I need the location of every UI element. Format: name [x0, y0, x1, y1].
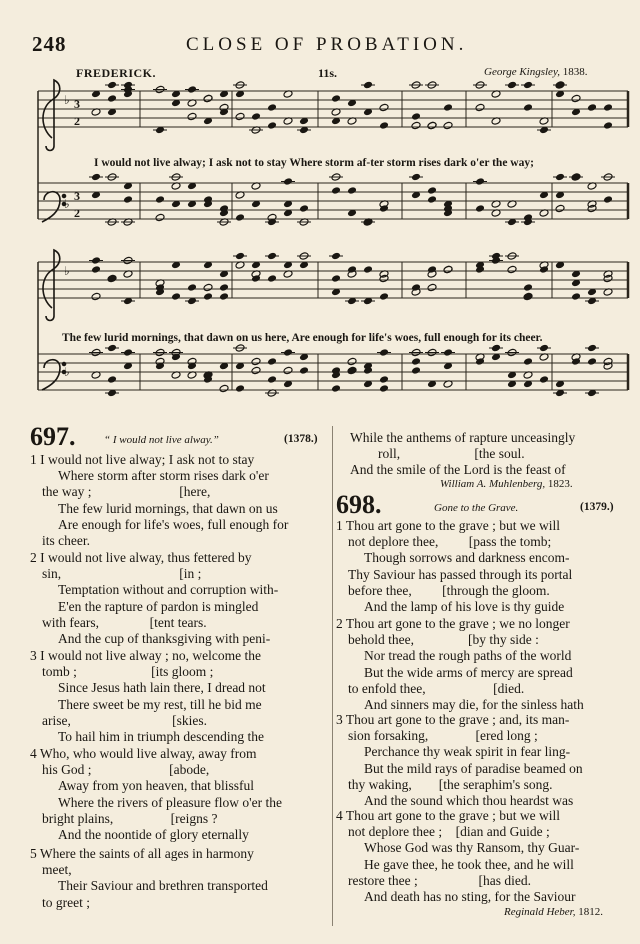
- page-number: 248: [32, 32, 67, 56]
- verse-line: There sweet be my rest, till he bid me: [58, 696, 262, 712]
- note-head: [379, 292, 389, 300]
- verse-line: bright plains, [reigns ?: [42, 810, 218, 826]
- hymn-698-reference: (1379.): [580, 501, 614, 513]
- verse-line: To hail him in triumph descending the: [58, 729, 265, 745]
- hymn-698-verse-4: [336, 808, 632, 905]
- note-head: [91, 265, 101, 273]
- note-head: [203, 292, 213, 300]
- note-head: [443, 121, 453, 129]
- note-head: [427, 186, 437, 194]
- verse-line: Nor tread the rough paths of the world: [364, 648, 572, 664]
- note-head: [443, 103, 453, 111]
- verse-line: not deplore thee, [pass the tomb;: [348, 534, 552, 550]
- verse-line: with fears, [tent tears.: [42, 614, 207, 630]
- staff-lines: [38, 91, 628, 390]
- note-head: [299, 204, 309, 212]
- verse-line: 4 Thou art gone to the grave ; but we will: [336, 808, 560, 823]
- note-heads: [89, 81, 615, 397]
- note-head: [235, 112, 245, 120]
- note-head: [587, 357, 597, 365]
- verse-line: restore thee ; [has died.: [348, 872, 531, 888]
- svg-text:3: 3: [74, 97, 80, 111]
- svg-text:3: 3: [74, 189, 80, 203]
- note-head: [427, 121, 437, 129]
- verse-line: And the noontide of glory eternally: [58, 827, 249, 843]
- note-head: [347, 357, 357, 365]
- verse-line: Where the rivers of pleasure flow o'er the: [58, 794, 282, 810]
- note-head: [203, 94, 213, 102]
- note-head: [267, 274, 277, 282]
- verse-line: And death has no sting, for the Saviour: [364, 889, 576, 905]
- note-head: [107, 94, 117, 102]
- note-head: [571, 94, 581, 102]
- note-head: [475, 204, 485, 212]
- verse-line: And the sound which thou heardst was: [364, 793, 574, 809]
- note-head: [507, 265, 517, 273]
- hymn-697-author: [440, 478, 573, 490]
- hymn-697-verse-5: [30, 846, 326, 911]
- note-head: [523, 103, 533, 111]
- note-head: [155, 213, 165, 221]
- note-head: [411, 366, 421, 374]
- hymn-698-verse-1: [336, 518, 632, 615]
- underlay-line-1: I would not live alway; I ask not to stay Where storm af-ter storm rises dark o'er the way;: [94, 157, 534, 169]
- note-head: [363, 265, 373, 273]
- verse-line: 2 I would not live alway, thus fettered by: [30, 550, 252, 565]
- note-head: [267, 375, 277, 383]
- verse-line: Though sorrows and darkness encom-: [364, 550, 570, 566]
- verse-line: thy waking, [the seraphim's song.: [348, 776, 553, 792]
- verse-line: behold thee, [by thy side :: [348, 632, 539, 648]
- note-head: [555, 204, 565, 212]
- note-head: [475, 103, 485, 111]
- note-head: [379, 384, 389, 392]
- note-head: [427, 283, 437, 291]
- verse-line: While the anthems of rapture unceasingly: [350, 430, 576, 445]
- verse-line: its cheer.: [42, 533, 90, 549]
- verse-line: Are enough for life's woes, full enough for: [58, 516, 289, 532]
- note-head: [155, 195, 165, 203]
- composer-name: George Kingsley,: [484, 66, 560, 78]
- verse-line: Away from yon heaven, that blissful: [58, 778, 254, 794]
- note-head: [203, 283, 213, 291]
- verse-line: 5 Where the saints of all ages in harmony: [30, 846, 254, 861]
- verse-line: Their Saviour and brethren transported: [58, 878, 268, 894]
- svg-text:♭: ♭: [64, 197, 70, 211]
- verse-line: before thee, [through the gloom.: [348, 582, 550, 598]
- note-head: [187, 112, 197, 120]
- verse-line: 3 I would not live alway ; no, welcome the: [30, 648, 261, 663]
- verse-line: 1 Thou art gone to the grave ; but we will: [336, 518, 560, 533]
- svg-text:♭: ♭: [64, 93, 70, 107]
- verse-line: to enfold thee, [died.: [348, 680, 525, 696]
- note-head: [603, 121, 613, 129]
- verse-line: to greet ;: [42, 894, 90, 910]
- verse-line: The few lurid mornings, that dawn on us: [58, 500, 278, 516]
- verse-line: tomb ; [its gloom ;: [42, 664, 214, 680]
- note-head: [379, 121, 389, 129]
- underlay-line-2: The few lurid mornings, that dawn on us here, Are enough for life's woes, full enough for its cheer.: [62, 332, 543, 344]
- verse-line: Perchance thy weak spirit in fear ling-: [364, 744, 571, 760]
- note-head: [251, 366, 261, 374]
- note-head: [331, 384, 341, 392]
- verse-line: 1 I would not live alway; I ask not to stay: [30, 452, 255, 467]
- verse-line: Temptation without and corruption with-: [58, 582, 279, 598]
- author-year: 1823.: [547, 478, 573, 490]
- note-head: [219, 292, 229, 300]
- note-head: [523, 357, 533, 365]
- verse-line: But the mild rays of paradise beamed on: [364, 760, 583, 776]
- note-head: [267, 103, 277, 111]
- verse-line: 4 Who, who would live alway, away from: [30, 746, 257, 761]
- note-head: [411, 121, 421, 129]
- note-head: [171, 292, 181, 300]
- note-head: [187, 283, 197, 291]
- author-year: 1812.: [578, 906, 603, 918]
- verse-line: roll, [the soul.: [378, 446, 525, 462]
- verse-line: Whose God was thy Ransom, thy Guar-: [364, 840, 580, 856]
- hymn-697-verse-1: [30, 452, 326, 549]
- verse-line: E'en the rapture of pardon is mingled: [58, 598, 259, 614]
- note-head: [411, 357, 421, 365]
- verse-line: But the wide arms of mercy are spread: [364, 664, 573, 680]
- note-head: [235, 384, 245, 392]
- tune-name: FREDERICK.: [76, 66, 157, 80]
- verse-line: 2 Thou art gone to the grave ; we no longer: [336, 616, 570, 631]
- note-head: [251, 112, 261, 120]
- verse-line: his God ; [abode,: [42, 762, 210, 778]
- note-head: [251, 357, 261, 365]
- verse-line: 3 Thou art gone to the grave ; and, its man-: [336, 712, 570, 727]
- note-head: [267, 357, 277, 365]
- svg-text:♭: ♭: [64, 264, 70, 278]
- note-head: [539, 375, 549, 383]
- hymn-697-verse-4: [30, 746, 326, 843]
- verse-line: sion forsaking, [ered long ;: [348, 728, 538, 744]
- note-head: [443, 265, 453, 273]
- note-head: [123, 195, 133, 203]
- verse-line: Where storm after storm rises dark o'er: [58, 468, 269, 484]
- note-head: [331, 274, 341, 282]
- note-head: [347, 186, 357, 194]
- hymn-697-continuation: [350, 430, 634, 479]
- svg-text:2: 2: [74, 206, 80, 220]
- verse-line: Thy Saviour has passed through its portal: [348, 566, 573, 582]
- verse-line: And sinners may die, for the sinless hath: [364, 697, 584, 713]
- music-score: [0, 0, 640, 420]
- note-head: [299, 366, 309, 374]
- tune-meter: 11s.: [318, 66, 338, 80]
- note-head: [603, 195, 613, 203]
- verse-line: And the lamp of his love is thy guide: [364, 599, 565, 615]
- note-head: [235, 213, 245, 221]
- note-head: [283, 366, 293, 374]
- author-name: William A. Muhlenberg,: [440, 478, 546, 490]
- note-head: [411, 112, 421, 120]
- note-head: [379, 103, 389, 111]
- hymn-698-verse-3: [336, 712, 632, 809]
- verse-line: the way ; [here,: [42, 484, 211, 500]
- verse-line: He gave thee, he took thee, and he will: [364, 856, 574, 872]
- note-head: [603, 103, 613, 111]
- note-head: [523, 283, 533, 291]
- note-head: [219, 384, 229, 392]
- hymn-698-title: Gone to the Grave.: [434, 502, 519, 514]
- note-head: [331, 94, 341, 102]
- column-divider: [332, 426, 333, 926]
- hymn-697-verse-2: [30, 550, 326, 647]
- hymn-697-verse-3: [30, 648, 326, 745]
- author-name: Reginald Heber,: [504, 906, 576, 918]
- verse-line: meet,: [42, 862, 72, 878]
- hymn-698-verse-2: [336, 616, 632, 713]
- verse-line: And the cup of thanksgiving with peni-: [58, 631, 271, 647]
- svg-text:♭: ♭: [64, 365, 70, 379]
- note-head: [379, 375, 389, 383]
- hymn-697-reference: (1378.): [284, 433, 318, 445]
- note-head: [107, 375, 117, 383]
- composer-year: 1838.: [562, 66, 588, 78]
- hymn-698-number: 698.: [336, 490, 382, 519]
- note-head: [219, 283, 229, 291]
- verse-line: sin, [in ;: [42, 566, 202, 582]
- note-head: [267, 121, 277, 129]
- note-head: [571, 292, 581, 300]
- page-title: CLOSE OF PROBATION.: [186, 34, 468, 55]
- note-head: [587, 103, 597, 111]
- note-head: [427, 195, 437, 203]
- verse-line: arise, [skies.: [42, 712, 207, 728]
- hymn-697-title: “ I would not live alway.”: [104, 434, 219, 446]
- svg-text:2: 2: [74, 114, 80, 128]
- verse-line: Since Jesus hath lain there, I dread not: [58, 680, 266, 696]
- note-head: [91, 292, 101, 300]
- time-signature: [74, 97, 80, 220]
- hymn-698-author: [504, 906, 603, 918]
- hymn-697-number: 697.: [30, 422, 76, 451]
- verse-line: not deplore thee ; [dian and Guide ;: [348, 824, 550, 840]
- verse-line: And the smile of the Lord is the feast of: [350, 462, 566, 478]
- note-head: [331, 186, 341, 194]
